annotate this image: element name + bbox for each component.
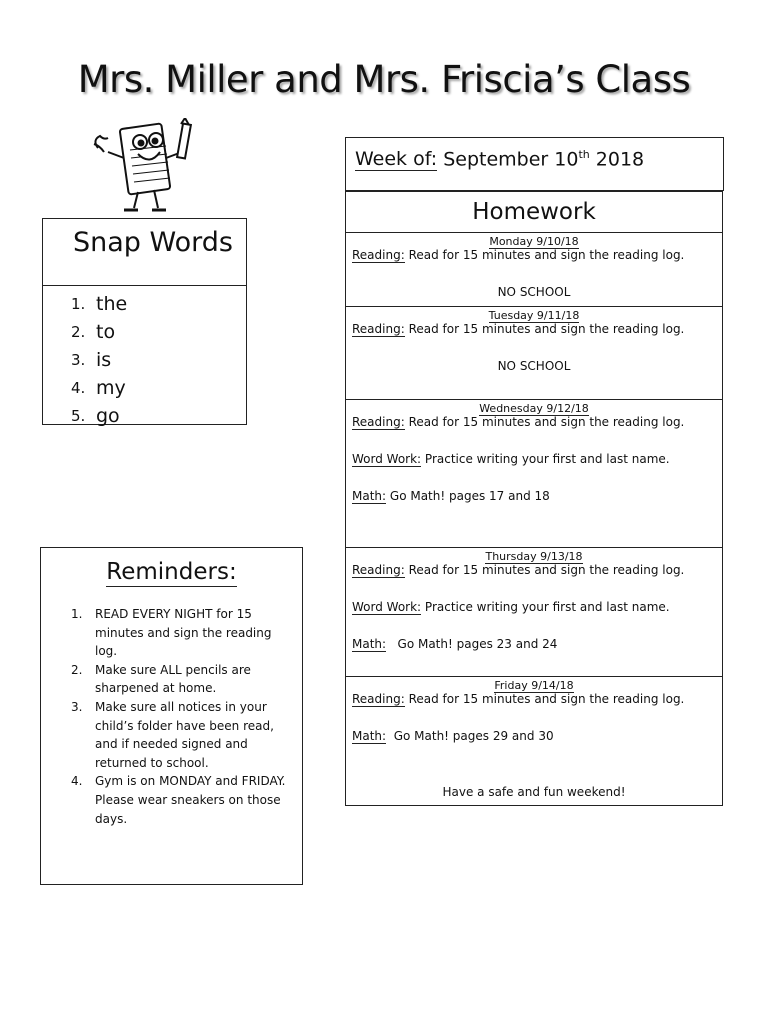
reading-text: Read for 15 minutes and sign the reading log. <box>408 563 685 577</box>
list-item: 1. READ EVERY NIGHT for 15 minutes and sign the reading log. <box>71 605 296 661</box>
reading-text: Read for 15 minutes and sign the reading log. <box>408 692 685 706</box>
reading-text: Read for 15 minutes and sign the reading log. <box>408 248 685 262</box>
reminder-text: Make sure ALL pencils are sharpened at home. <box>95 662 251 696</box>
math-text: Go Math! pages 23 and 24 <box>397 637 558 651</box>
reading-label: Reading: <box>352 415 405 429</box>
reading-text: Read for 15 minutes and sign the reading log. <box>408 322 685 336</box>
list-item: 3. Make sure all notices in your child’s folder have been read, and if needed signed and returned to school. <box>71 698 296 772</box>
week-of-box <box>345 137 724 191</box>
list-item: 2. Make sure ALL pencils are sharpened at home. <box>71 661 296 698</box>
word-work-text: Practice writing your first and last name. <box>424 452 670 466</box>
snap-word: go <box>96 405 120 427</box>
list-item: 1. the <box>71 293 128 315</box>
reminders-box <box>40 547 303 885</box>
day-name: Thursday 9/13/18 <box>485 550 583 563</box>
reminders-title: Reminders: <box>106 559 237 585</box>
list-item: 5. go <box>71 405 120 427</box>
snap-words-list <box>43 286 246 430</box>
no-school-note: NO SCHOOL <box>497 285 571 299</box>
reading-label: Reading: <box>352 692 405 706</box>
day-tuesday <box>346 307 722 400</box>
math-label: Math: <box>352 489 387 503</box>
snap-words-box <box>42 218 247 425</box>
snap-word: my <box>96 377 126 399</box>
day-monday <box>346 233 722 307</box>
snap-word: is <box>96 349 112 371</box>
list-item: 4. my <box>71 377 126 399</box>
week-of-text <box>355 148 644 170</box>
snap-word: the <box>96 293 128 315</box>
reminder-text: Gym is on MONDAY and FRIDAY. Please wear sneakers on those days. <box>95 774 286 826</box>
reading-label: Reading: <box>352 563 405 577</box>
reminder-text: Make sure all notices in your child’s folder have been read, and if needed signed and returned to school. <box>95 699 274 770</box>
math-text: Go Math! pages 17 and 18 <box>389 489 550 503</box>
snap-word: to <box>96 321 116 343</box>
word-work-label: Word Work: <box>352 452 422 466</box>
word-work-label: Word Work: <box>352 600 422 614</box>
word-work-text: Practice writing your first and last name. <box>424 600 670 614</box>
reminder-text: READ EVERY NIGHT for 15 minutes and sign the reading log. <box>95 607 272 659</box>
math-text: Go Math! pages 29 and 30 <box>393 729 554 743</box>
list-item: 3. is <box>71 349 112 371</box>
page-title: Mrs. Miller and Mrs. Friscia’s Class <box>77 58 691 101</box>
week-year: 2018 <box>595 148 645 171</box>
homework-table <box>345 191 723 806</box>
day-name: Friday 9/14/18 <box>494 679 574 692</box>
math-label: Math: <box>352 637 387 651</box>
reading-label: Reading: <box>352 248 405 262</box>
notebook-mascot-icon <box>88 118 212 214</box>
reading-text: Read for 15 minutes and sign the reading log. <box>408 415 685 429</box>
no-school-note: NO SCHOOL <box>497 359 571 373</box>
list-item: 4. Gym is on MONDAY and FRIDAY. Please wear sneakers on those days. <box>71 772 296 828</box>
day-friday <box>346 677 722 806</box>
reminders-list <box>71 605 296 828</box>
day-wednesday <box>346 400 722 548</box>
weekend-note: Have a safe and fun weekend! <box>442 785 626 799</box>
day-thursday <box>346 548 722 677</box>
day-name: Tuesday 9/11/18 <box>488 309 580 322</box>
week-of-label: Week of: <box>355 148 438 171</box>
snap-words-title: Snap Words <box>73 227 233 258</box>
homework-title: Homework <box>346 192 722 233</box>
day-name: Wednesday 9/12/18 <box>479 402 589 415</box>
reading-label: Reading: <box>352 322 405 336</box>
week-date-suffix: th <box>578 148 590 161</box>
list-item: 2. to <box>71 321 116 343</box>
day-name: Monday 9/10/18 <box>489 235 579 248</box>
math-label: Math: <box>352 729 387 743</box>
week-date: September 10 <box>443 148 579 171</box>
